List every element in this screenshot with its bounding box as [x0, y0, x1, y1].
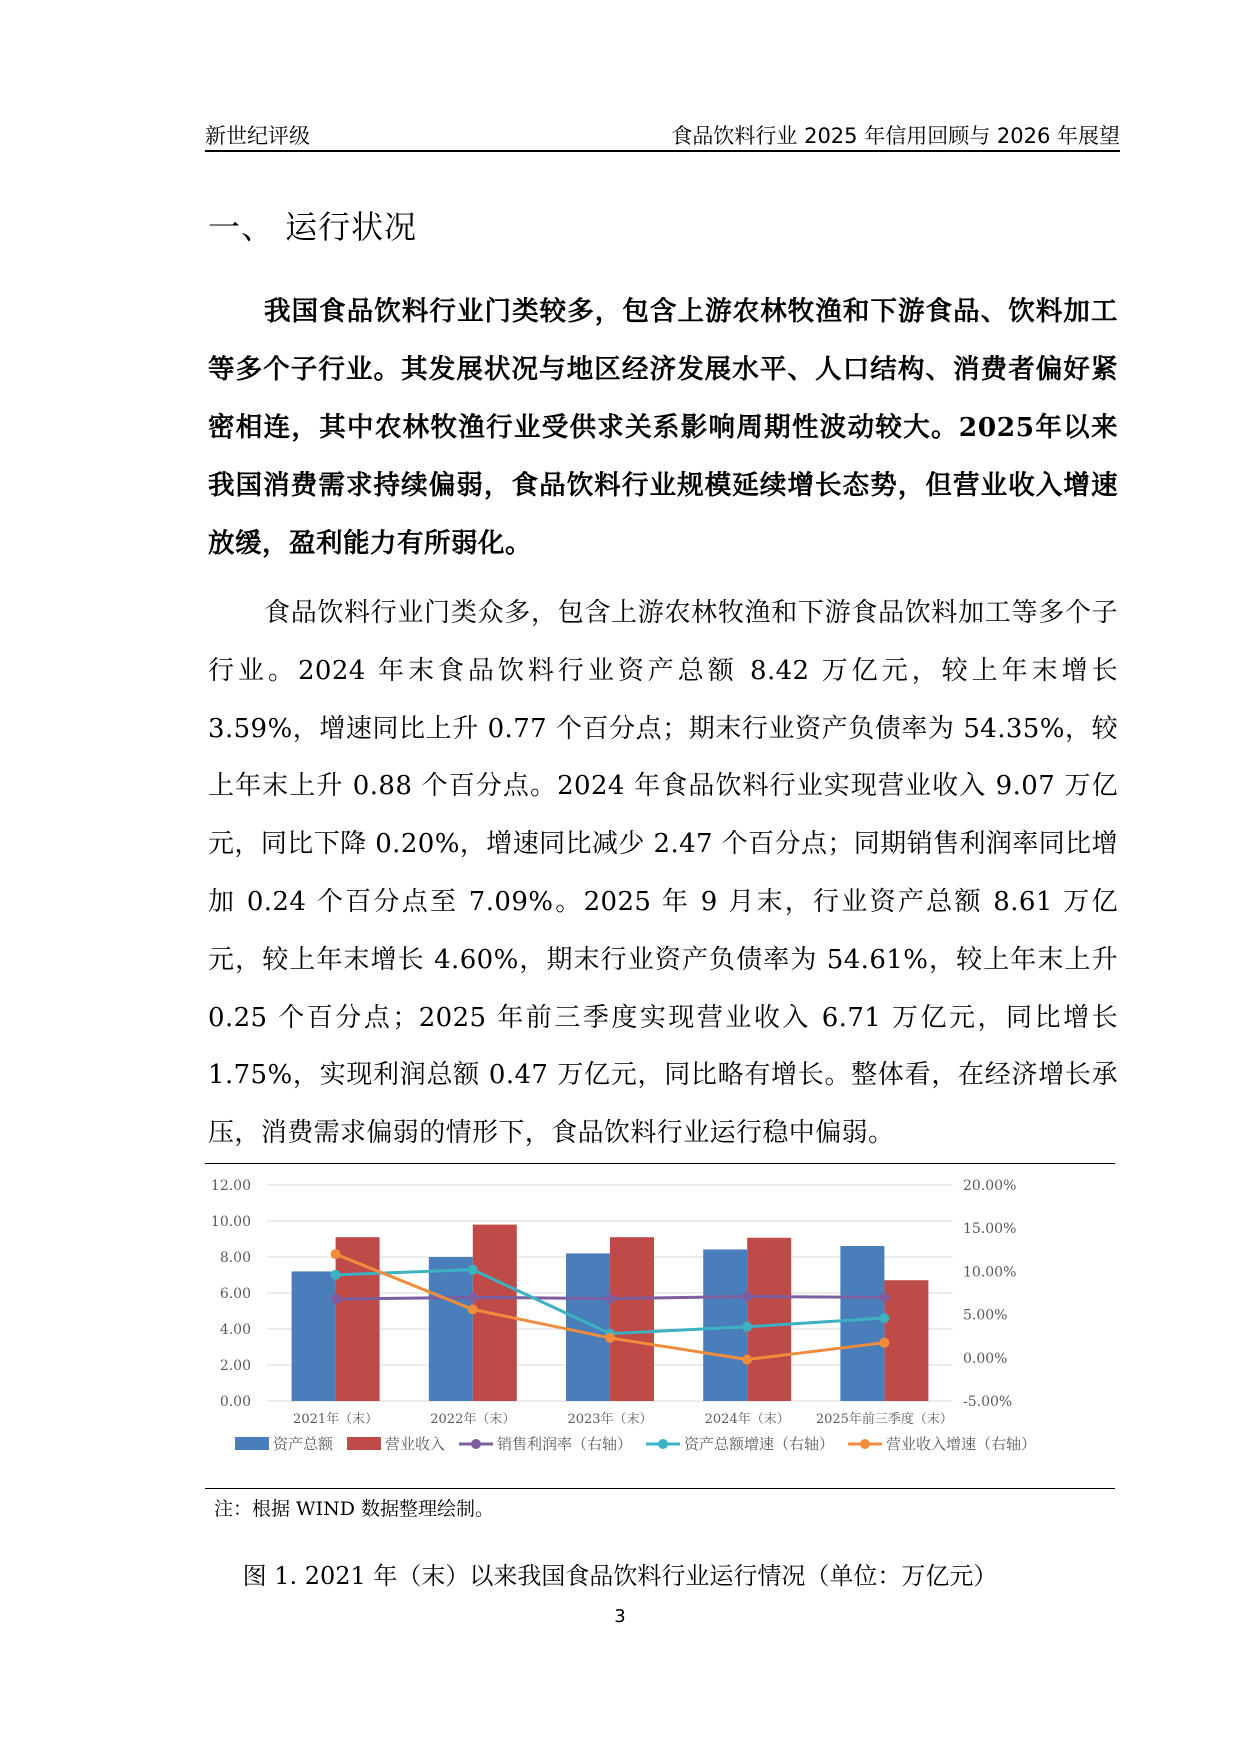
- section-title: 一、 运行状况: [208, 208, 418, 246]
- right-tick-label: 0.00%: [963, 1350, 1008, 1367]
- bar-total-assets: [840, 1246, 884, 1401]
- body-paragraph: 食品饮料行业门类众多，包含上游农林牧渔和下游食品饮料加工等多个子行业。2024 年末食品饮料行业资产总额 8.42 万亿元，较上年末增长 3.59%，增速同比上升 0.77 个百分点；期末行业资产负债率为 54.35%，较上年末上升 0.88 个百分点。2024 年食品饮料行业实现营业收入 9.07 万亿元，同比下降 0.20%，增速同比减少 2.47 个百分点；同期销售利润率同比增加 0.24 个百分点至 7.09%。2025 年 9 月末，行业资产总额 8.61 万亿元，较上年末增长 4.60%，期末行业资产负债率为 54.61%，较上年末上升 0.25 个百分点；2025 年前三季度实现营业收入 6.71 万亿元，同比增长 1.75%，实现利润总额 0.47 万亿元，同比略有增长。整体看，在经济增长承压，消费需求偏弱的情形下，食品饮料行业运行稳中偏弱。: [208, 598, 1118, 1149]
- bar-total-assets: [566, 1253, 610, 1401]
- legend-label: 营业收入: [385, 1435, 446, 1453]
- left-tick-label: 8.00: [219, 1250, 251, 1266]
- left-tick-label: 10.00: [210, 1214, 251, 1230]
- line-profit-margin-point: [468, 1292, 478, 1302]
- left-tick-label: 0.00: [219, 1394, 251, 1410]
- right-tick-label: 10.00%: [963, 1264, 1017, 1281]
- figure-note: 注：根据 WIND 数据整理绘制。: [214, 1498, 494, 1520]
- left-tick-label: 12.00: [210, 1178, 251, 1194]
- bar-revenue: [610, 1237, 654, 1401]
- bar-total-assets: [703, 1249, 747, 1401]
- figure-frame: [205, 1163, 1115, 1489]
- line-revenue-growth-point: [468, 1304, 478, 1314]
- legend-swatch: [347, 1437, 381, 1450]
- category-label: 2022年（末）: [430, 1412, 516, 1427]
- left-tick-label: 2.00: [219, 1358, 251, 1374]
- legend-marker: [658, 1439, 668, 1449]
- line-revenue-growth-point: [605, 1333, 615, 1343]
- line-asset-growth-point: [742, 1322, 752, 1332]
- bar-revenue: [884, 1280, 928, 1401]
- line-profit-margin-point: [742, 1292, 752, 1302]
- line-asset-growth-point: [331, 1270, 341, 1280]
- line-profit-margin-point: [605, 1294, 615, 1304]
- legend-label: 资产总额: [273, 1435, 334, 1453]
- header-org-name: 新世纪评级: [205, 124, 310, 148]
- bar-total-assets: [292, 1271, 336, 1401]
- legend-label: 营业收入增速（右轴）: [886, 1435, 1037, 1453]
- left-tick-label: 4.00: [219, 1322, 251, 1338]
- page-number: 3: [614, 1606, 626, 1627]
- line-revenue-growth-point: [879, 1338, 889, 1348]
- category-label: 2023年（末）: [567, 1412, 653, 1427]
- legend-marker: [860, 1439, 870, 1449]
- industry-chart: [205, 1164, 1115, 1488]
- page-header: [205, 116, 1120, 152]
- line-asset-growth-point: [879, 1313, 889, 1323]
- figure-caption: 图 1. 2021 年（末）以来我国食品饮料行业运行情况（单位：万亿元）: [242, 1562, 998, 1590]
- right-tick-label: -5.00%: [963, 1394, 1013, 1410]
- left-tick-label: 6.00: [219, 1286, 251, 1302]
- line-revenue-growth-point: [331, 1249, 341, 1259]
- summary-paragraph: 我国食品饮料行业门类较多，包含上游农林牧渔和下游食品、饮料加工等多个子行业。其发展状况与地区经济发展水平、人口结构、消费者偏好紧密相连，其中农林牧渔行业受供求关系影响周期性波动较大。2025年以来我国消费需求持续偏弱，食品饮料行业规模延续增长态势，但营业收入增速放缓，盈利能力有所弱化。: [208, 296, 1118, 559]
- legend-marker: [471, 1439, 481, 1449]
- right-tick-label: 5.00%: [963, 1307, 1008, 1324]
- bar-revenue: [747, 1238, 791, 1401]
- right-tick-label: 15.00%: [963, 1221, 1017, 1238]
- category-label: 2024年（末）: [704, 1412, 790, 1427]
- legend-label: 资产总额增速（右轴）: [684, 1435, 835, 1453]
- header-report-title: 食品饮料行业 2025 年信用回顾与 2026 年展望: [671, 124, 1120, 148]
- legend-label: 销售利润率（右轴）: [497, 1435, 633, 1453]
- category-label: 2025年前三季度（末）: [815, 1412, 953, 1427]
- line-revenue-growth-point: [742, 1355, 752, 1365]
- bar-total-assets: [429, 1257, 473, 1401]
- line-profit-margin-point: [331, 1294, 341, 1304]
- line-asset-growth-point: [468, 1265, 478, 1275]
- line-profit-margin-point: [879, 1292, 889, 1302]
- legend-swatch: [235, 1437, 269, 1450]
- right-tick-label: 20.00%: [963, 1178, 1017, 1194]
- category-label: 2021年（末）: [293, 1412, 379, 1427]
